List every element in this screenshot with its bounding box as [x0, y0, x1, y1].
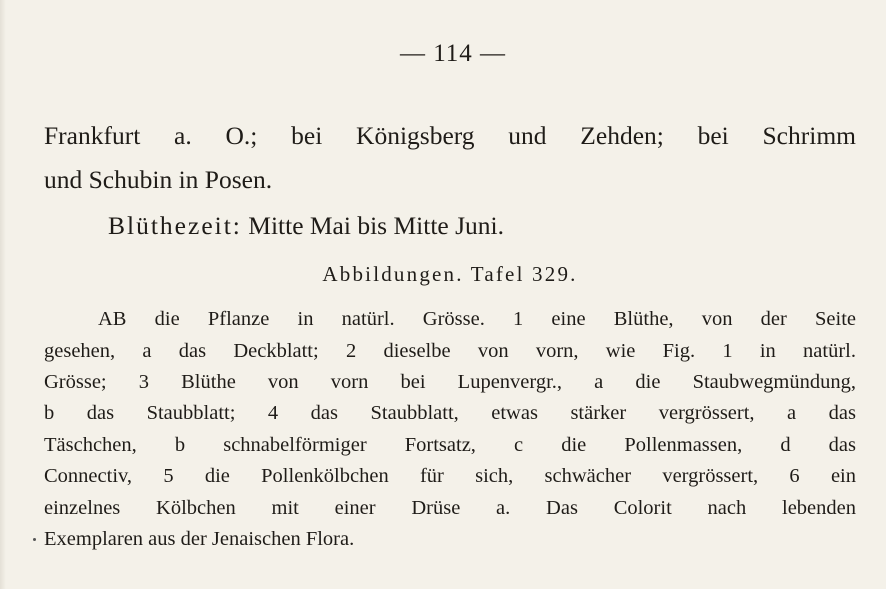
figures-heading-plate: Tafel 329.: [463, 262, 578, 286]
caption-line: Täschchen, b schnabelförmiger Fortsatz, c die Pollenmassen, d das: [44, 434, 856, 456]
flowering-time: [108, 206, 504, 246]
caption-line: Exemplaren aus der Jenaischen Flora.: [44, 528, 355, 550]
page-number: — 114 —: [399, 40, 507, 67]
caption-line: gesehen, a das Deckblatt; 2 dieselbe von vorn, wie Fig. 1 in natürl.: [44, 340, 856, 362]
caption-line: Grösse; 3 Blüthe von vorn bei Lupenvergr., a die Staubwegmündung,: [44, 371, 856, 393]
flowering-time-label: Blüthezeit:: [108, 211, 242, 240]
figures-heading: [0, 262, 886, 287]
caption-line: b das Staubblatt; 4 das Staubblatt, etwas stärker vergrössert, a das: [44, 402, 856, 424]
caption-line: einzelnes Kölbchen mit einer Drüse a. Das Colorit nach lebenden: [44, 497, 856, 519]
ink-speck: [33, 538, 36, 541]
page-edge-shadow: [0, 0, 6, 589]
caption-line: Connectiv, 5 die Pollenkölbchen für sich, schwächer vergrössert, 6 ein: [44, 465, 856, 487]
caption-line: AB die Pflanze in natürl. Grösse. 1 eine Blüthe, von der Seite: [98, 308, 856, 330]
figures-heading-label: Abbildungen.: [322, 262, 464, 286]
body-text-line-1: Frankfurt a. O.; bei Königsberg und Zehden; bei Schrimm: [44, 121, 856, 150]
flowering-time-value: Mitte Mai bis Mitte Juni.: [241, 211, 504, 240]
body-text-line-2: und Schubin in Posen.: [44, 165, 273, 194]
